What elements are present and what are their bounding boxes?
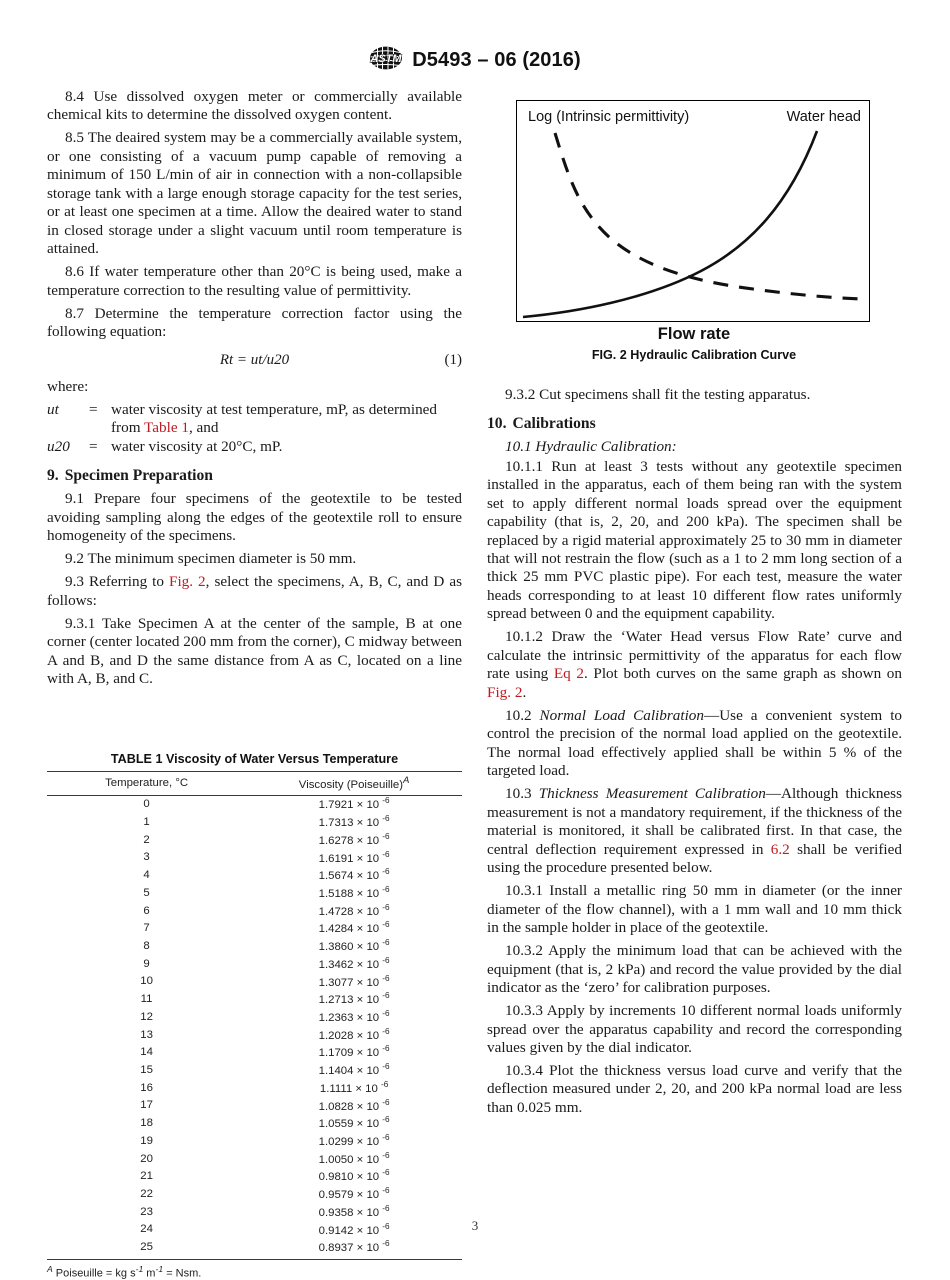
viscosity-mantissa: 1.1111 × 10 [319,1082,382,1095]
cell-temperature: 24 [140,1223,153,1236]
paragraph-10-3-1: 10.3.1 Install a metallic ring 50 mm in diameter (or the inner diameter of the flow channel), with a 1 mm wall and 10 mm thick in the sample holder in place of the geotextile. [487,882,902,937]
cell-viscosity [246,884,462,902]
equation-1 [47,351,462,369]
section-heading-9 [47,467,462,486]
cell-viscosity [246,867,462,885]
where-label: where: [47,377,89,395]
column-header-footnote-mark: A [403,775,410,786]
viscosity-exponent: -6 [382,1115,390,1125]
definition-description: water viscosity at 20°C, mP. [111,437,283,455]
definition-row-u20 [47,438,462,456]
cell-viscosity [246,920,462,938]
viscosity-exponent: -6 [382,1097,390,1107]
viscosity-exponent: -6 [382,973,390,983]
viscosity-exponent: -6 [382,1239,390,1249]
column-header-viscosity-text: Viscosity (Poiseuille) [298,778,404,791]
link-fig-2[interactable]: Fig. 2 [487,683,523,701]
paragraph-10-2-title: Normal Load Calibration [539,706,704,724]
viscosity-mantissa: 0.8937 × 10 [318,1242,383,1255]
viscosity-mantissa: 1.7313 × 10 [318,816,383,829]
footnote-sup-1: -1 [135,1263,144,1274]
paragraph-10-3-4: 10.3.4 Plot the thickness versus load curve and verify that the deflection measured under 2, 20, and 200 kPa normal load are less than 0.025 mm. [487,1061,902,1116]
column-header-temperature: Temperature, °C [47,772,246,796]
viscosity-exponent: -6 [382,1062,390,1072]
paragraph-10-3-2: 10.3.2 Apply the minimum load that can be achieved with the equipment (that is, 2 kPa) and record the value provided by the dial indicator as the ‘zero’ for calibration purposes. [487,942,902,997]
definition-equals: = [89,400,98,418]
cell-viscosity [246,1008,462,1026]
viscosity-mantissa: 1.2028 × 10 [318,1029,383,1042]
viscosity-mantissa: 1.6278 × 10 [318,834,383,847]
paragraph-10-3-title: Thickness Measurement Calibration [538,785,766,803]
viscosity-mantissa: 1.0559 × 10 [318,1118,383,1131]
table-row [47,1168,462,1186]
cell-temperature: 16 [140,1081,153,1094]
table-row [47,955,462,973]
paragraph-10-1-2 [487,628,902,702]
equation-number: (1) [444,351,462,368]
table-row [47,884,462,902]
figure-2-x-axis-label: Flow rate [657,325,731,343]
cell-viscosity [246,1186,462,1204]
cell-temperature: 10 [140,975,153,988]
paragraph-9-3 [47,573,462,610]
section-heading-10 [487,415,902,434]
figure-2-curve-label-permittivity: Log (Intrinsic permittivity) [528,109,690,125]
paragraph-10-2-number: 10.2 [505,706,540,724]
viscosity-mantissa: 1.5188 × 10 [318,887,383,900]
link-section-6-2[interactable]: 6.2 [770,840,790,858]
cell-viscosity [246,1079,462,1097]
table-row [47,849,462,867]
viscosity-exponent: -6 [382,938,390,948]
table-row [47,1079,462,1097]
cell-temperature: 9 [143,957,150,970]
table-row [47,1062,462,1080]
paragraph-9-3-2: 9.3.2 Cut specimens shall fit the testing apparatus. [505,386,811,403]
cell-temperature: 19 [140,1134,153,1147]
footnote-text-2: m [143,1267,156,1280]
viscosity-exponent: -6 [382,796,390,806]
equation-body: Rt = ut/u20 [219,351,290,368]
viscosity-exponent: -6 [382,849,390,859]
table-row [47,867,462,885]
cell-viscosity [246,1168,462,1186]
paragraph-10-2-body: —Use a convenient system to control the precision of the normal load applied on the geotextile. The normal load effectively applied shall be within 5 % of the targeted load. [487,706,903,780]
paragraph-8-7: 8.7 Determine the temperature correction factor using the following equation: [47,304,462,341]
page-number: 3 [471,1218,479,1233]
cell-temperature: 20 [140,1152,153,1165]
paragraph-10-1-2-c: . [522,683,527,701]
viscosity-mantissa: 1.5674 × 10 [318,870,383,883]
viscosity-exponent: -6 [382,1168,390,1178]
table-body [47,795,462,1259]
table-row [47,973,462,991]
section-number: 10. [487,415,507,433]
cell-temperature: 21 [140,1170,153,1183]
viscosity-exponent: -6 [381,1079,389,1089]
cell-viscosity [246,991,462,1009]
viscosity-mantissa: 0.9358 × 10 [318,1206,383,1219]
table-row [47,1026,462,1044]
paragraph-10-3-body-b: shall be verified using the procedure presented below. [487,840,902,877]
cell-viscosity [246,955,462,973]
cell-temperature: 15 [140,1064,153,1077]
viscosity-mantissa: 1.6191 × 10 [318,852,383,865]
definition-equals: = [89,437,98,455]
table-row [47,831,462,849]
viscosity-exponent: -6 [382,867,390,877]
viscosity-exponent: -6 [382,1008,390,1018]
section-title: Calibrations [512,415,596,433]
figure-2 [516,100,872,362]
viscosity-mantissa: 1.3462 × 10 [318,958,383,971]
cell-temperature: 5 [143,886,150,899]
cell-viscosity [246,795,462,813]
viscosity-exponent: -6 [382,884,390,894]
table-row [47,1150,462,1168]
viscosity-exponent: -6 [382,814,390,824]
table-row [47,1132,462,1150]
paragraph-10-3-body-a: —Although thickness measurement is not a mandatory requirement, if the thickness of the material is monitored, it shall be calibrated first. In that case, the central deflection requirement expressed in [487,785,902,858]
cell-viscosity [246,938,462,956]
viscosity-mantissa: 1.0828 × 10 [318,1100,383,1113]
link-fig-2[interactable]: Fig. 2 [169,573,206,591]
paragraph-9-2: 9.2 The minimum specimen diameter is 50 mm. [65,550,357,568]
cell-temperature: 25 [140,1241,153,1254]
definition-row-ut [47,401,462,438]
cell-viscosity [246,814,462,832]
cell-temperature: 4 [143,869,150,882]
table-row [47,902,462,920]
definition-text-after: , and [188,419,219,437]
svg-text:ASTM: ASTM [370,53,402,65]
cell-temperature: 23 [140,1205,153,1218]
viscosity-mantissa: 1.1404 × 10 [318,1064,383,1077]
cell-temperature: 6 [143,904,150,917]
definition-description [111,401,462,438]
viscosity-exponent: -6 [382,1044,390,1054]
table-row [47,1044,462,1062]
astm-logo-icon [369,46,403,75]
cell-viscosity [246,1115,462,1133]
cell-temperature: 14 [140,1046,153,1059]
cell-viscosity [246,1239,462,1259]
viscosity-exponent: -6 [382,831,390,841]
viscosity-exponent: -6 [382,1133,390,1142]
cell-viscosity [246,831,462,849]
viscosity-mantissa: 0.9142 × 10 [318,1224,383,1237]
viscosity-exponent: -6 [382,1150,390,1160]
link-table-1[interactable]: Table 1 [144,419,189,437]
cell-viscosity [246,973,462,991]
viscosity-exponent: -6 [382,902,390,912]
paragraph-10-1-text: 10.1 Hydraulic Calibration: [505,438,677,456]
cell-viscosity [246,1132,462,1150]
cell-temperature: 12 [140,1010,153,1023]
cell-viscosity [246,1044,462,1062]
viscosity-exponent: -6 [382,920,390,930]
footnote-text-1: Poiseuille = kg s [52,1267,136,1280]
viscosity-exponent: -6 [382,1221,390,1231]
paragraph-8-5: 8.5 The deaired system may be a commercially available system, or one consisting of a vacuum pump capable of removing a minimum of 150 L/min of air in connection with a non-collapsible storage tank with a large enough storage capacity for the test series, or at least one specimen at a time. Allow the deaired water to stand in closed storage under a slight vacuum until room temperature is attained. [47,129,462,258]
definition-symbol: ut [47,400,59,418]
paragraph-9-3-1: 9.3.1 Take Specimen A at the center of the sample, B at one corner (center located 200 mm from the corner), C midway between A and B, and D the same distance from A as C, located on a line with A, B, and C. [47,614,462,688]
viscosity-mantissa: 1.3860 × 10 [318,940,383,953]
paragraph-9-3-before: 9.3 Referring to [65,573,169,591]
cell-temperature: 8 [143,939,150,952]
viscosity-exponent: -6 [382,955,390,965]
paragraph-10-3-3: 10.3.3 Apply by increments 10 different normal loads uniformly spread over the apparatus capability and record the corresponding values given by the dial indicator. [487,1002,902,1056]
table-1-grid [47,771,462,1259]
table-row [47,1115,462,1133]
paragraph-10-3-number: 10.3 [505,785,539,803]
table-1-title: TABLE 1 Viscosity of Water Versus Temperature [110,752,399,766]
viscosity-mantissa: 1.2363 × 10 [318,1011,383,1024]
cell-temperature: 7 [143,922,150,935]
standard-designation: D5493 – 06 (2016) [412,49,581,71]
viscosity-exponent: -6 [382,1026,390,1036]
cell-viscosity [246,1150,462,1168]
link-eq-2[interactable]: Eq 2 [553,665,584,683]
table-1 [47,752,462,1280]
viscosity-exponent: -6 [382,1186,390,1196]
cell-viscosity [246,1062,462,1080]
cell-viscosity [246,1026,462,1044]
figure-2-curve-label-water-head: Water head [786,109,861,125]
footnote-sup-2: -1 [155,1263,164,1274]
section-number: 9. [47,467,59,485]
definition-text-before: water viscosity at test temperature, mP, as determined from [111,400,438,437]
left-column [47,88,462,693]
cell-temperature: 3 [143,851,150,864]
cell-temperature: 17 [140,1099,153,1112]
viscosity-mantissa: 1.1709 × 10 [318,1047,383,1060]
table-row [47,938,462,956]
footnote-mark: A [47,1263,53,1274]
table-row [47,991,462,1009]
viscosity-mantissa: 1.0050 × 10 [318,1153,383,1166]
viscosity-mantissa: 1.3077 × 10 [318,976,383,989]
definition-symbol: u20 [47,437,70,455]
cell-temperature: 0 [143,798,150,811]
table-row [47,1097,462,1115]
paragraph-10-3 [487,785,902,877]
table-row [47,814,462,832]
paragraph-10-1-2-a: 10.1.2 Draw the ‘Water Head versus Flow Rate’ curve and calculate the intrinsic permittivity of the apparatus for each flow rate using [487,628,902,683]
figure-2-caption: FIG. 2 Hydraulic Calibration Curve [591,348,797,362]
figure-2-plot-area [516,100,870,322]
table-row [47,920,462,938]
paragraph-9-1: 9.1 Prepare four specimens of the geotextile to be tested avoiding sampling along the edges of the geotextile roll to ensure homogeneity of the specimens. [47,490,462,545]
viscosity-mantissa: 0.9579 × 10 [318,1188,383,1201]
table-row [47,795,462,813]
viscosity-mantissa: 0.9810 × 10 [318,1171,383,1184]
paragraph-8-4: 8.4 Use dissolved oxygen meter or commercially available chemical kits to determine the dissolved oxygen content. [47,88,462,124]
paragraph-10-1-1: 10.1.1 Run at least 3 tests without any geotextile specimen installed in the apparatus, each of them being ran with the system set to apply different normal loads spread over the equipment capability (that is, 2, 20, and 200 kPa). The specimen shall be replaced by a rigid material approximately 25 to 30 mm in diameter that will not restrain the flow (such as a 1 to 2 mm long section of a thick 25 mm PVC plastic pipe). For each test, measure the water heads corresponding to at least 10 different flow rates uniformly spread between 0 and the equipment capability. [487,457,902,623]
paragraph-10-2 [487,707,902,781]
table-header-row [47,772,462,796]
cell-temperature: 1 [143,815,150,828]
cell-temperature: 13 [140,1028,153,1041]
paragraph-8-6: 8.6 If water temperature other than 20°C is being used, make a temperature correction to the resulting value of permittivity. [47,263,462,299]
viscosity-mantissa: 1.0299 × 10 [318,1135,383,1148]
viscosity-mantissa: 1.4728 × 10 [318,905,383,918]
footnote-text-3: = Nsm. [163,1267,202,1280]
paragraph-9-3-after: , select the specimens, A, B, C, and D as follows: [47,573,462,609]
cell-temperature: 2 [143,833,150,846]
cell-temperature: 11 [140,993,153,1006]
figure-2-curves [517,101,869,321]
paragraph-10-1 [487,438,902,456]
table-row [47,1239,462,1259]
viscosity-mantissa: 1.7921 × 10 [318,799,383,812]
cell-viscosity [246,902,462,920]
paragraph-10-1-2-b: . Plot both curves on the same graph as shown on [583,665,902,683]
definition-list [47,401,462,456]
page-header [0,46,950,75]
cell-temperature: 22 [140,1188,153,1201]
viscosity-mantissa: 1.4284 × 10 [318,923,383,936]
table-1-footnote [47,1260,462,1280]
section-title: Specimen Preparation [64,467,213,485]
right-column [487,386,902,1122]
viscosity-exponent: -6 [382,1203,390,1213]
cell-viscosity [246,849,462,867]
viscosity-mantissa: 1.2713 × 10 [318,994,383,1007]
table-row [47,1008,462,1026]
cell-temperature: 18 [140,1117,153,1130]
column-header-viscosity [246,772,462,796]
viscosity-exponent: -6 [382,991,390,1001]
table-row [47,1186,462,1204]
cell-viscosity [246,1097,462,1115]
